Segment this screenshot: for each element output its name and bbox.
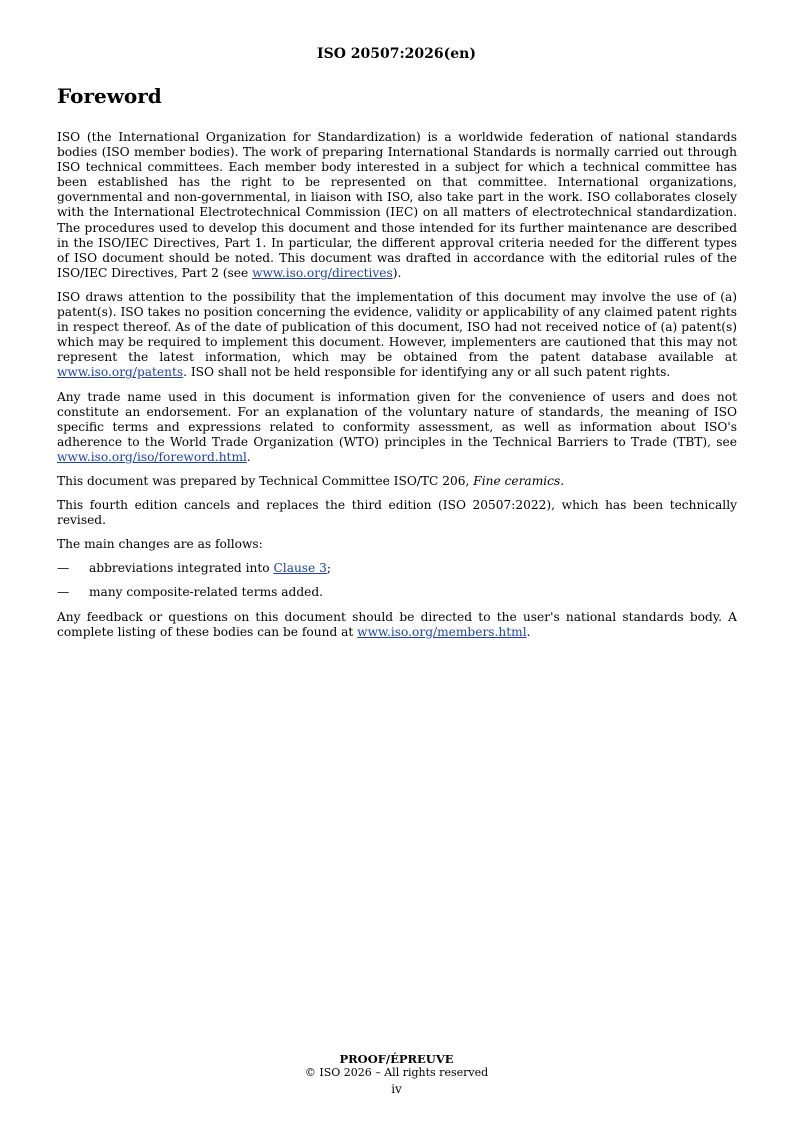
- paragraph-text-end: .: [560, 473, 565, 488]
- change-list-item: [57, 585, 737, 600]
- committee-title: Fine ceramics: [473, 473, 561, 488]
- paragraph-text-end: ).: [392, 265, 402, 280]
- paragraph-text-end: . ISO shall not be held responsible for identifying any or all such patent rights.: [183, 365, 671, 380]
- list-item-label: abbreviations integrated into: [89, 561, 274, 576]
- list-item-text: [89, 561, 331, 576]
- directives-link[interactable]: www.iso.org/directives: [252, 265, 393, 280]
- proof-label: PROOF/ÉPREUVE: [339, 1052, 454, 1066]
- change-list-item: [57, 561, 737, 576]
- paragraph-text: ISO (the International Organization for Standardization) is a worldwide federation of national standards bodies (ISO member bodies). The work of preparing International Standards is normally carried out through ISO technical committees. Each member body interested in a subject for which a technical committee has been established has the right to be represented on that committee. International organizations, governmental and non-governmental, in liaison with ISO, also take part in the work. ISO collaborates closely with the International Electrotechnical Commission (IEC) on all matters of electrotechnical standardization. The procedures used to develop this document and those intended for its further maintenance are described in the ISO/IEC Directives, Part 1. In particular, the different approval criteria needed for the different types of ISO document should be noted. This document was drafted in accordance with the editorial rules of the ISO/IEC Directives, Part 2 (see: [57, 130, 737, 280]
- paragraph-iso-intro: [57, 130, 737, 281]
- paragraph-feedback: [57, 610, 737, 640]
- patents-link[interactable]: www.iso.org/patents: [57, 365, 184, 380]
- foreword-link[interactable]: www.iso.org/iso/foreword.html: [57, 449, 247, 464]
- members-link[interactable]: www.iso.org/members.html: [357, 624, 527, 639]
- paragraph-changes-intro: The main changes are as follows:: [57, 537, 263, 552]
- page-number: iv: [391, 1082, 402, 1096]
- document-id-header: ISO 20507:2026(en): [317, 46, 476, 62]
- dash-bullet: —: [57, 561, 70, 576]
- paragraph-text: Any feedback or questions on this document should be directed to the user's national standards body. A complete listing of these bodies can be found at: [57, 609, 737, 639]
- copyright-notice: © ISO 2026 – All rights reserved: [304, 1066, 489, 1079]
- paragraph-patents: [57, 290, 737, 381]
- paragraph-edition: This fourth edition cancels and replaces the third edition (ISO 20507:2022), which has been technically revised.: [57, 498, 737, 528]
- list-item-end: ;: [326, 561, 332, 576]
- paragraph-committee: [57, 474, 737, 489]
- list-item-label: many composite-related terms added.: [89, 585, 324, 600]
- paragraph-text: ISO draws attention to the possibility that the implementation of this document may involve the use of (a) patent(s). ISO takes no position concerning the evidence, validity or applicability of any claimed patent rights in respect thereof. As of the date of publication of this document, ISO had not received notice of (a) patent(s) which may be required to implement this document. However, implementers are cautioned that this may not represent the latest information, which may be obtained from the patent database available at: [57, 289, 737, 365]
- paragraph-text: This document was prepared by Technical Committee ISO/TC 206,: [57, 473, 474, 488]
- paragraph-text-end: .: [246, 449, 251, 464]
- paragraph-text: Any trade name used in this document is information given for the convenience of users and does not constitute an endorsement. For an explanation of the voluntary nature of standards, the meaning of ISO specific terms and expressions related to conformity assessment, as well as information about ISO's adherence to the World Trade Organization (WTO) principles in the Technical Barriers to Trade (TBT), see: [57, 389, 737, 449]
- page-footer: [0, 1053, 793, 1096]
- paragraph-text-end: .: [526, 624, 531, 639]
- foreword-body: [57, 130, 737, 649]
- clause-3-link[interactable]: Clause 3: [273, 561, 327, 576]
- paragraph-trade-names: [57, 390, 737, 465]
- page-title: Foreword: [57, 84, 162, 108]
- dash-bullet: —: [57, 585, 70, 600]
